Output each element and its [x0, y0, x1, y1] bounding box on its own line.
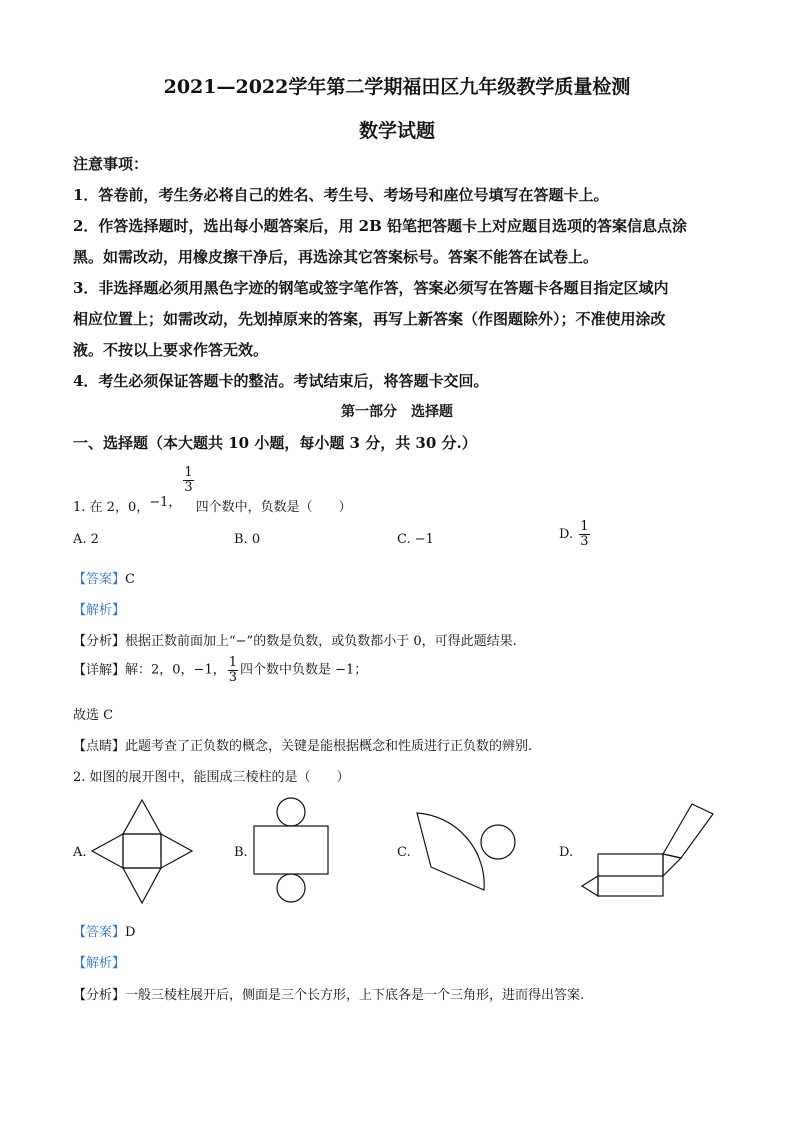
net-a-left-triangle: [92, 834, 123, 868]
q1-stem-neg: −1，: [149, 494, 182, 510]
q2-option-b: B.: [234, 845, 248, 860]
comment-text: 此题考查了正负数的概念，关键是能根据概念和性质进行正负数的辨别.: [125, 739, 533, 754]
part-title: 第一部分 选择题: [341, 404, 453, 420]
section-heading: 一、选择题（本大题共 10 小题，每小题 3 分，共 30 分.）: [73, 434, 477, 452]
q1-comment: [73, 735, 532, 754]
detail-pre: 解：2，0，−1，: [125, 662, 226, 678]
q1-option-d-fraction: [579, 520, 589, 548]
q2-option-c: C.: [397, 845, 411, 860]
notice-line: 液。不按以上要求作答无效。: [73, 341, 269, 359]
fraction-numerator: 1: [580, 519, 589, 534]
fenxi-tag: 【分析】: [73, 634, 126, 649]
net-c-sector: [417, 813, 484, 890]
net-a-bottom-triangle: [123, 868, 161, 903]
fraction-numerator: 1: [228, 655, 238, 670]
comment-tag: 【点睛】: [73, 739, 126, 754]
net-c-circle: [481, 825, 515, 859]
question-1-stem: [73, 465, 352, 515]
detail-tag: 【详解】: [73, 662, 126, 678]
notice-line: 1．答卷前，考生务必将自己的姓名、考生号、考场号和座位号填写在答题卡上。: [73, 186, 609, 204]
fenxi-text: 根据正数前面加上“−”的数是负数，或负数都小于 0，可得此题结果.: [125, 634, 517, 649]
q2-answer: [73, 921, 135, 940]
net-a-square: [123, 834, 161, 868]
q2-fenxi: [73, 984, 584, 1003]
net-b-bottom-circle: [277, 874, 305, 902]
question-2-stem: 2. 如图的展开图中，能围成三棱柱的是（ ）: [73, 770, 350, 785]
net-b-top-circle: [277, 798, 305, 826]
page-title: 2021—2022学年第二学期福田区九年级教学质量检测: [163, 76, 631, 98]
notice-line: 4．考生必须保证答题卡的整洁。考试结束后，将答题卡交回。: [73, 372, 489, 390]
answer-value: D: [125, 925, 136, 940]
q1-detail-fraction: [228, 656, 238, 684]
answer-tag: 【答案】: [73, 572, 126, 587]
fraction-denominator: 3: [228, 669, 238, 685]
notice-line: 黑。如需改动，用橡皮擦干净后，再选涂其它答案标号。答案不能答在试卷上。: [73, 248, 599, 266]
notice-heading: 注意事项：: [73, 155, 149, 173]
q1-option-c: C. −1: [397, 532, 434, 547]
net-a-top-triangle: [123, 800, 161, 834]
detail-post: 四个数中负数是 −1；: [240, 662, 368, 678]
notice-line: 相应位置上；如需改动，先划掉原来的答案，再写上新答案（作图题除外）；不准使用涂改: [73, 310, 666, 328]
q1-choose: 故选 C: [73, 708, 114, 723]
net-figure-a: [90, 796, 200, 908]
net-figure-d: [578, 800, 718, 900]
net-d-rectangles: [598, 854, 663, 896]
option-d-label: D.: [559, 526, 574, 542]
net-figure-b: [250, 797, 330, 907]
q2-option-a: A.: [73, 845, 87, 860]
q1-answer: [73, 568, 135, 587]
fenxi-tag: 【分析】: [73, 988, 126, 1003]
net-d-left-triangle: [582, 876, 598, 896]
q1-option-b: B. 0: [234, 532, 261, 547]
q1-option-a: A. 2: [73, 532, 99, 547]
page-subtitle: 数学试题: [358, 120, 435, 142]
q1-stem-pre: 1. 在 2，0，: [73, 499, 150, 515]
fraction-denominator: 3: [580, 533, 589, 549]
net-figure-c: [414, 810, 524, 895]
net-d-slanted-rectangle: [663, 804, 713, 858]
notice-line: 3．非选择题必须用黑色字迹的钢笔或签字笔作答，答案必须写在答题卡各题目指定区域内: [73, 279, 669, 297]
fraction-denominator: 3: [184, 479, 193, 495]
q1-fenxi: [73, 630, 517, 649]
answer-value: C: [125, 572, 135, 587]
net-b-rectangle: [254, 826, 328, 874]
q2-option-d: D.: [559, 845, 574, 860]
notice-line: 2．作答选择题时，选出每小题答案后，用 2B 铅笔把答题卡上对应题目选项的答案信息点涂: [73, 217, 688, 235]
q1-stem-post: 四个数中，负数是（ ）: [195, 499, 352, 515]
q2-analysis-tag: 【解析】: [73, 956, 126, 971]
fenxi-text: 一般三棱柱展开后，侧面是三个长方形，上下底各是一个三角形，进而得出答案.: [125, 988, 585, 1003]
q1-option-d: [559, 520, 592, 548]
fraction-numerator: 1: [184, 465, 193, 480]
net-a-right-triangle: [161, 834, 192, 868]
q1-fraction: [183, 466, 193, 494]
q1-analysis-tag: 【解析】: [73, 603, 126, 618]
answer-tag: 【答案】: [73, 925, 126, 940]
q1-detail: [73, 656, 367, 684]
